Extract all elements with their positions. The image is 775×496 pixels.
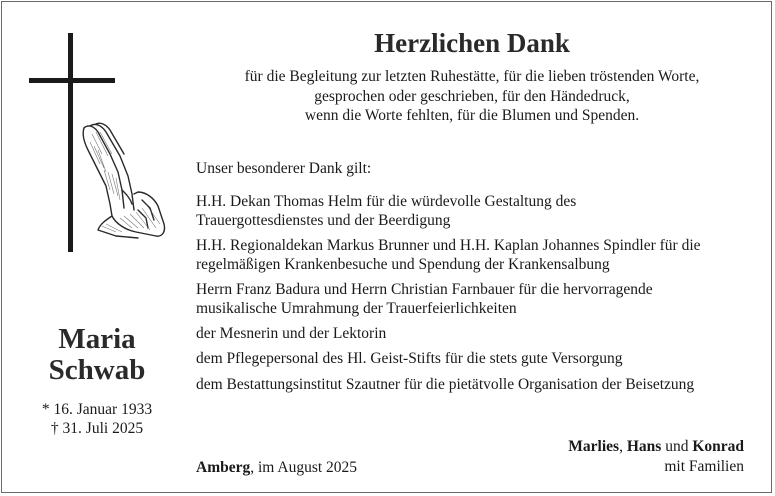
signer-separator: und	[661, 438, 693, 455]
signer-families: mit Familien	[664, 457, 744, 475]
place-city: Amberg	[196, 459, 251, 476]
deceased-last-name: Schwab	[48, 354, 146, 386]
thanks-entry	[196, 375, 756, 394]
thanks-line: H.H. Regionaldekan Markus Brunner und H.H. Kaplan Johannes Spindler für die	[196, 237, 701, 254]
praying-hands-icon	[76, 120, 168, 240]
obituary-card	[1, 1, 772, 493]
place-date	[196, 459, 357, 477]
thanks-line: Trauergottesdienstes und der Beerdigung	[196, 212, 451, 229]
intro-line: wenn die Worte fehlten, für die Blumen und Spenden.	[304, 107, 640, 124]
thanks-entry	[196, 349, 756, 368]
thanks-lead: Unser besonderer Dank gilt:	[196, 160, 372, 177]
signer-name: Konrad	[692, 438, 744, 455]
thanks-entry	[196, 324, 756, 343]
intro-line: gesprochen oder geschrieben, für den Händedruck,	[314, 87, 630, 105]
thanks-line: H.H. Dekan Thomas Helm für die würdevolle Gestaltung des	[196, 193, 577, 210]
thanks-line: regelmäßigen Krankenbesuche und Spendung der Krankensalbung	[196, 256, 610, 273]
signer-name: Hans	[626, 438, 662, 455]
thanks-line: Herrn Franz Badura und Herrn Christian Farnbauer für die hervorragende	[196, 281, 653, 298]
thanks-line: der Mesnerin und der Lektorin	[196, 325, 387, 342]
signers	[568, 437, 744, 476]
thanks-entry	[196, 280, 756, 318]
thanks-line: dem Bestattungsinstitut Szautner für die pietätvolle Organisation der Beisetzung	[196, 376, 695, 393]
thanks-line: dem Pflegepersonal des Hl. Geist-Stifts für die stets gute Versorgung	[196, 350, 623, 367]
signer-name: Marlies	[568, 438, 620, 455]
signer-names	[568, 437, 744, 457]
intro-text	[192, 67, 752, 126]
intro-line: für die Begleitung zur letzten Ruhestätte, für die lieben tröstenden Worte,	[244, 68, 700, 85]
birth-date: * 16. Januar 1933	[41, 401, 153, 418]
death-date: † 31. Juli 2025	[50, 420, 144, 437]
thanks-entry	[196, 192, 756, 230]
place-date-text: , im August 2025	[250, 459, 358, 476]
thanks-line: musikalische Umrahmung der Trauerfeierlichkeiten	[196, 300, 517, 317]
signer-separator: ,	[619, 438, 627, 455]
deceased-first-name: Maria	[58, 323, 136, 355]
thanks-entry	[196, 236, 756, 274]
page-title: Herzlichen Dank	[374, 28, 570, 58]
